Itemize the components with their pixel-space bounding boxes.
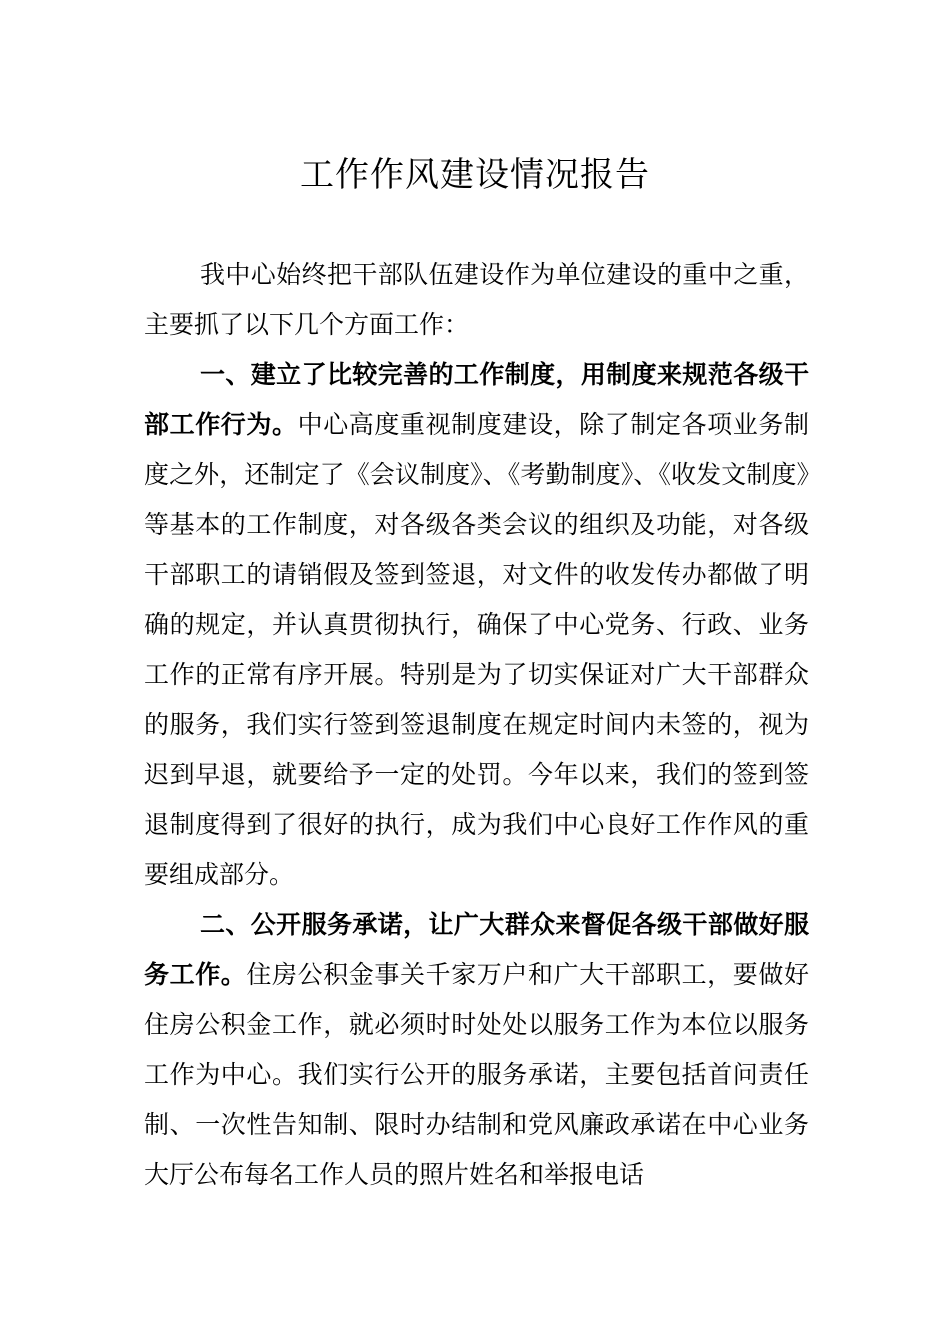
paragraph-intro [144, 250, 809, 350]
section-heading: 一、建立了比较完善的工作制度，用制度来规范各级干部工作行为。 [144, 360, 809, 439]
section-heading: 二、公开服务承诺，让广大群众来督促各级干部做好服务工作。 [144, 910, 809, 989]
paragraph-text: 我中心始终把干部队伍建设作为单位建设的重中之重，主要抓了以下几个方面工作： [144, 260, 809, 339]
paragraph-section-2 [144, 900, 809, 1200]
paragraph-section-1 [144, 350, 809, 900]
document-body [144, 250, 809, 1200]
paragraph-text: 中心高度重视制度建设，除了制定各项业务制度之外，还制定了《会议制度》、《考勤制度》、《收发文制度》等基本的工作制度，对各级各类会议的组织及功能，对各级干部职工的请销假及签到签退，对文件的收发传办都做了明确的规定，并认真贯彻执行，确保了中心党务、行政、业务工作的正常有序开展。特别是为了切实保证对广大干部群众的服务，我们实行签到签退制度在规定时间内未签的，视为迟到早退，就要给予一定的处罚。今年以来，我们的签到签退制度得到了很好的执行，成为我们中心良好工作作风的重要组成部分。 [144, 410, 809, 889]
document-title: 工作作风建设情况报告 [300, 155, 650, 195]
paragraph-text: 住房公积金事关千家万户和广大干部职工，要做好住房公积金工作，就必须时时处处以服务工作为本位以服务工作为中心。我们实行公开的服务承诺，主要包括首问责任制、一次性告知制、限时办结制和党风廉政承诺在中心业务大厅公布每名工作人员的照片姓名和举报电话 [144, 960, 809, 1189]
